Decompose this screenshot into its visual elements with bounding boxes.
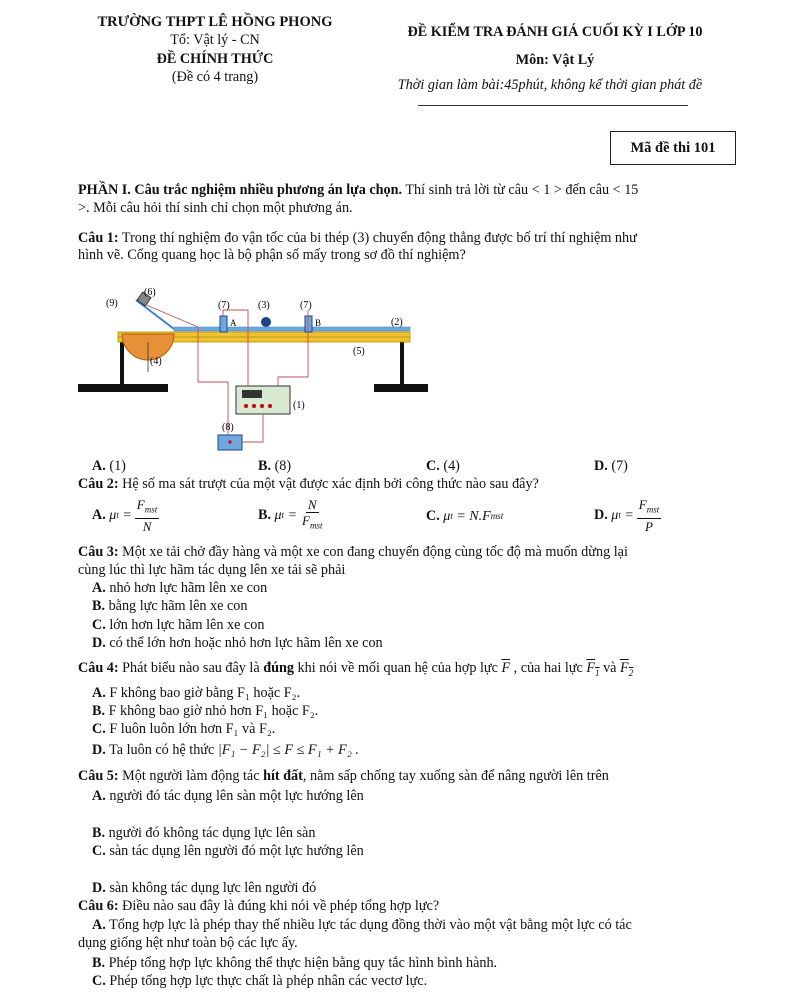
q2c-expr: N.F xyxy=(469,509,491,524)
q3-option-a-key: A. xyxy=(92,580,106,596)
timer-knob-1 xyxy=(244,404,248,408)
q1-option-a-text: (1) xyxy=(105,458,126,474)
q6-option-a-line2: dụng giống hệt như toàn bộ các lực ấy. xyxy=(78,935,298,951)
q5-option-c-key: C. xyxy=(92,843,106,859)
steel-ball xyxy=(261,317,271,327)
q2-option-b[interactable] xyxy=(258,497,324,534)
q3-option-b-key: B. xyxy=(92,598,106,614)
q2-line xyxy=(78,476,539,493)
q4-option-c-key: C. xyxy=(92,721,106,737)
q3-text: Một xe tải chở đầy hàng và một xe con đang chuyển động cùng tốc độ mà muốn dừng lại xyxy=(118,544,628,560)
q2-label: Câu 2: xyxy=(78,476,119,492)
fig-label-3: (3) xyxy=(258,300,270,311)
q4-text-d: và xyxy=(599,660,621,676)
q2-option-c[interactable] xyxy=(426,508,503,525)
q2-option-d[interactable] xyxy=(594,497,661,534)
stand-right-pole xyxy=(400,337,404,387)
q2a-num: F xyxy=(136,497,145,512)
q5-option-b[interactable] xyxy=(92,825,315,842)
page-count: (Đề có 4 trang) xyxy=(171,69,259,85)
q6-option-b[interactable] xyxy=(92,955,497,972)
q4-text-a: Phát biểu nào sau đây là xyxy=(118,660,264,676)
q4-option-b-text: F không bao giờ nhỏ hơn F₁ hoặc F₂. xyxy=(105,703,319,719)
q2-option-a-formula: μ t = $\frac{F_{mst}}{N}$ xyxy=(109,497,158,534)
q6-option-c[interactable] xyxy=(92,973,427,990)
mu-sub: t xyxy=(116,509,119,520)
q3-option-a[interactable] xyxy=(92,580,267,597)
q2-option-a[interactable] xyxy=(92,497,159,534)
q5-label: Câu 5: xyxy=(78,768,119,784)
q2-option-a-fraction xyxy=(135,497,159,534)
q6-option-a-text: Tổng hợp lực là phép thay thế nhiều lực tác dụng đồng thời vào một vật bằng một lực có tác xyxy=(105,917,632,933)
wire-3 xyxy=(144,304,228,435)
vector-f2-sub: 2 xyxy=(628,667,634,678)
school-name: TRƯỜNG THPT LÊ HỒNG PHONG xyxy=(97,14,333,30)
q3-option-c-text: lớn hơn lực hãm lên xe con xyxy=(105,617,265,633)
mu-sub: t xyxy=(450,511,453,521)
department: Tổ: Vật lý - CN xyxy=(170,32,260,48)
q3-option-c[interactable] xyxy=(92,617,264,634)
q4-option-c-text: F luôn luôn lớn hơn F₁ và F₂. xyxy=(105,721,276,737)
vector-f1-sub: 1 xyxy=(595,667,600,678)
q1-label: Câu 1: xyxy=(78,230,119,246)
q2b-den-sub: mst xyxy=(309,520,323,531)
experiment-diagram xyxy=(78,282,428,460)
q2-text: Hệ số ma sát trượt của một vật được xác định bởi công thức nào sau đây? xyxy=(118,476,539,492)
q2-option-b-formula: μ t = $\frac{N}{F_{mst}}$ xyxy=(271,497,324,534)
photogate-b xyxy=(305,316,312,332)
vector-f1-letter: F xyxy=(586,660,596,676)
exam-code: Mã đề thi 101 xyxy=(610,131,736,165)
timer-knob-2 xyxy=(252,404,256,408)
q2-option-d-fraction xyxy=(637,497,661,534)
mu-sub: t xyxy=(618,509,621,520)
q3-option-b-text: bằng lực hãm lên xe con xyxy=(105,598,248,614)
q1-text: Trong thí nghiệm đo vận tốc của bi thép (3) chuyển động thẳng được bố trí thí nghiệm như xyxy=(118,230,637,246)
vector-f1 xyxy=(586,660,599,676)
q4-option-d-key: D. xyxy=(92,742,106,758)
q3-option-d-text: có thể lớn hơn hoặc nhỏ hơn lực hãm lên xe con xyxy=(105,635,383,651)
header-divider xyxy=(418,105,688,106)
q1-option-b-text: (8) xyxy=(271,458,292,474)
q2d-num-sub: mst xyxy=(646,504,660,515)
q4-text-c: , của hai lực xyxy=(510,660,587,676)
q2-option-c-key: C. xyxy=(426,508,440,524)
q4-option-d[interactable] xyxy=(92,742,359,759)
q3-option-d-key: D. xyxy=(92,635,106,651)
fig-label-1: (1) xyxy=(293,400,305,411)
exam-time: Thời gian làm bài:45phút, không kể thời gian phát đề xyxy=(397,77,703,93)
mu-symbol: μ xyxy=(443,509,451,524)
q6-option-a-key: A. xyxy=(92,917,106,933)
official-label: ĐỀ CHÍNH THỨC xyxy=(156,51,274,67)
q2-option-a-key: A. xyxy=(92,506,106,523)
q1-line1 xyxy=(78,230,637,247)
q6-label: Câu 6: xyxy=(78,898,119,914)
q2b-num: N xyxy=(307,497,317,512)
q4-label: Câu 4: xyxy=(78,660,119,676)
q2a-den: N xyxy=(142,518,152,534)
q4-option-b-key: B. xyxy=(92,703,106,719)
q5-option-a[interactable] xyxy=(92,788,364,805)
q2-option-d-key: D. xyxy=(594,506,608,523)
q1-option-a-key: A. xyxy=(92,458,106,474)
q2d-den: P xyxy=(645,518,653,534)
q2c-expr-sub: mst xyxy=(490,511,504,521)
q1-option-c-key: C. xyxy=(426,458,440,474)
wire-2 xyxy=(278,310,308,386)
q5-text-a: Một người làm động tác xyxy=(118,768,264,784)
fig-label-4: (4) xyxy=(150,356,162,367)
switch-dot xyxy=(228,440,231,443)
q3-line2: cùng lúc thì lực hãm tác dụng lên xe tải sẽ phải xyxy=(78,562,346,578)
q3-line1 xyxy=(78,544,628,561)
q5-option-a-text: người đó tác dụng lên sàn một lực hướng lên xyxy=(105,788,364,804)
q6-option-a[interactable] xyxy=(92,917,632,934)
q5-option-a-key: A. xyxy=(92,788,106,804)
q2-option-b-key: B. xyxy=(258,506,272,523)
mu-symbol: μ xyxy=(109,507,117,523)
q3-option-a-text: nhỏ hơn lực hãm lên xe con xyxy=(105,580,268,596)
q1-option-a[interactable] xyxy=(92,458,126,475)
q5-option-c[interactable] xyxy=(92,843,364,860)
q1-option-d-key: D. xyxy=(594,458,608,474)
q6-line xyxy=(78,898,439,915)
fig-label-8: (8) xyxy=(222,422,234,433)
q3-label: Câu 3: xyxy=(78,544,119,560)
q5-text-bold: hít đất xyxy=(263,768,303,784)
q3-option-b[interactable] xyxy=(92,598,247,615)
fig-label-9: (9) xyxy=(106,298,118,309)
q2d-num: F xyxy=(638,497,647,512)
q4-option-c[interactable] xyxy=(92,721,275,738)
mu-symbol: μ xyxy=(611,507,619,523)
q4-text-bold: đúng xyxy=(263,660,294,676)
q5-option-d-text: sàn không tác dụng lực lên người đó xyxy=(105,880,317,896)
timer-knob-4 xyxy=(268,404,272,408)
q5-option-c-text: sàn tác dụng lên người đó một lực hướng lên xyxy=(105,843,364,859)
fig-label-b: B xyxy=(315,318,322,328)
q1-option-c[interactable] xyxy=(426,458,460,475)
part1-title: PHẦN I. Câu trắc nghiệm nhiều phương án lựa chọn. xyxy=(78,182,403,198)
q3-option-c-key: C. xyxy=(92,617,106,633)
q5-option-b-text: người đó không tác dụng lực lên sàn xyxy=(105,825,316,841)
q6-option-b-key: B. xyxy=(92,955,106,971)
fig-label-7a: (7) xyxy=(218,300,230,311)
q4-text-b: khi nói về mối quan hệ của hợp lực xyxy=(293,660,502,676)
fig-label-6: (6) xyxy=(144,287,156,298)
q5-text-b: , nằm sấp chống tay xuống sàn để nâng người lên trên xyxy=(302,768,609,784)
fig-label-5: (5) xyxy=(353,346,365,357)
part1-line2: >. Mỗi câu hỏi thí sinh chỉ chọn một phương án. xyxy=(78,200,353,216)
q2-option-d-formula: μ t = $\frac{F_{mst}}{P}$ xyxy=(611,497,660,534)
q5-option-d-key: D. xyxy=(92,880,106,896)
q2-option-b-fraction xyxy=(300,497,324,534)
mu-sub: t xyxy=(281,509,285,520)
q4-option-d-formula: |F₁ − F₂| ≤ F ≤ F₁ + F₂ . xyxy=(217,742,359,758)
q4-option-d-text: Ta luôn có hệ thức xyxy=(105,742,218,758)
timer-display xyxy=(242,390,262,398)
q1-line2: hình vẽ. Cổng quang học là bộ phận số mấy trong sơ đồ thí nghiệm? xyxy=(78,247,466,263)
photogate-a xyxy=(220,316,227,332)
rail-track xyxy=(174,327,410,331)
part1-instruction: Thí sinh trả lời từ câu < 1 > đến câu < 15 xyxy=(402,182,639,198)
q4-option-a[interactable] xyxy=(92,685,300,702)
q1-option-b[interactable] xyxy=(258,458,291,475)
vector-f: $\overline{F}$ xyxy=(501,660,511,676)
q2a-num-sub: mst xyxy=(144,504,158,515)
q6-option-c-text: Phép tổng hợp lực thực chất là phép nhân các vectơ lực. xyxy=(105,973,428,989)
subject: Môn: Vật Lý xyxy=(515,52,595,68)
q4-line xyxy=(78,660,633,682)
q4-option-a-key: A. xyxy=(92,685,106,701)
q6-option-b-text: Phép tổng hợp lực không thể thực hiện bằng quy tắc hình bình hành. xyxy=(105,955,498,971)
q4-option-a-text: F không bao giờ bằng F₁ hoặc F₂. xyxy=(105,685,301,701)
vector-f2-letter: F xyxy=(620,660,629,676)
q1-option-c-text: (4) xyxy=(439,458,460,474)
q4-option-b[interactable] xyxy=(92,703,318,720)
q5-line xyxy=(78,768,609,785)
part1-line1 xyxy=(78,182,638,199)
fig-label-a: A xyxy=(230,318,237,328)
q6-text: Điều nào sau đây là đúng khi nói về phép tổng hợp lực? xyxy=(118,898,440,914)
q3-option-d[interactable] xyxy=(92,635,383,652)
vector-f2 xyxy=(620,660,633,676)
q1-option-d-text: (7) xyxy=(607,458,628,474)
q6-option-c-key: C. xyxy=(92,973,106,989)
q2-option-c-formula: μ t = N.F mst xyxy=(443,509,504,524)
exam-title: ĐỀ KIỂM TRA ĐÁNH GIÁ CUỐI KỲ I LỚP 10 xyxy=(407,24,703,40)
q1-option-d[interactable] xyxy=(594,458,628,475)
fig-label-7b: (7) xyxy=(300,300,312,311)
wire-4 xyxy=(242,414,263,442)
fig-label-2: (2) xyxy=(391,317,403,328)
q2b-den: F xyxy=(302,513,310,528)
q5-option-b-key: B. xyxy=(92,825,106,841)
timer-knob-3 xyxy=(260,404,264,408)
q5-option-d[interactable] xyxy=(92,880,316,897)
mu-symbol: μ xyxy=(274,507,282,523)
q1-option-b-key: B. xyxy=(258,458,272,474)
